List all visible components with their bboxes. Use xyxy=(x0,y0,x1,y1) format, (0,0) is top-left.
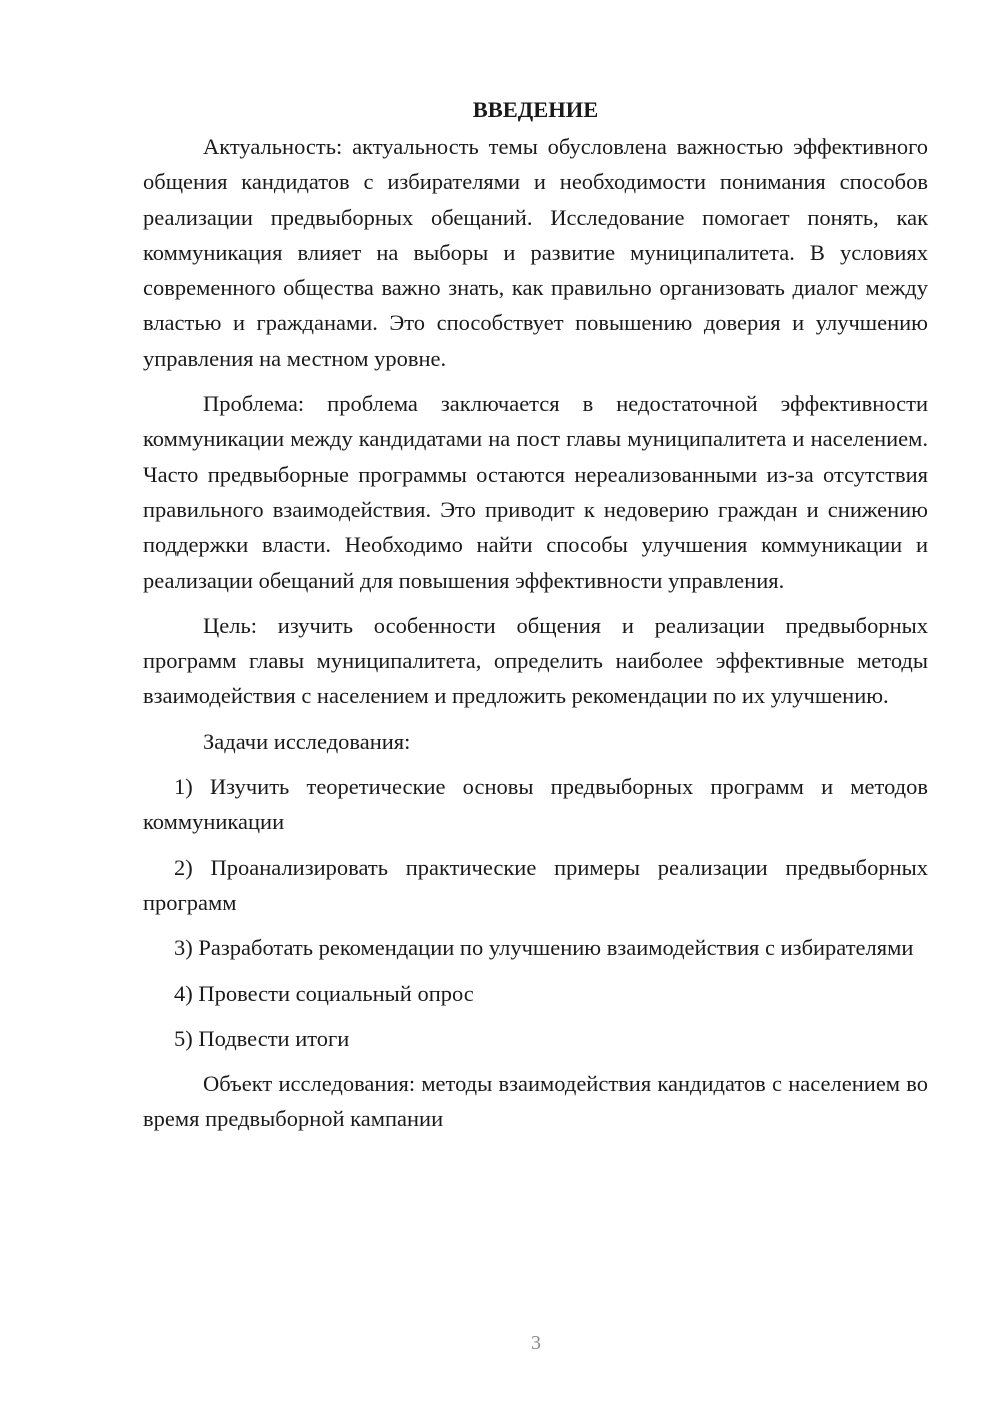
document-body xyxy=(143,92,928,1147)
paragraph-object: Объект исследования: методы взаимодействия кандидатов с населением во время предвыборной кампании xyxy=(143,1071,928,1132)
paragraph-relevance: Актуальность: актуальность темы обусловлена важностью эффективного общения кандидатов с избирателями и необходимости понимания способов реализации предвыборных обещаний. Исследование помогает понять, как коммуникация влияет на выборы и развитие муниципалитета. В условиях современного общества важно знать, как правильно организовать диалог между властью и гражданами. Это способствует повышению доверия и улучшению управления на местном уровне. xyxy=(143,134,928,371)
paragraph-problem: Проблема: проблема заключается в недостаточной эффективности коммуникации между кандидатами на пост главы муниципалитета и населением. Часто предвыборные программы остаются нереализованными из-за отсутствия правильного взаимодействия. Это приводит к недоверию граждан и снижению поддержки власти. Необходимо найти способы улучшения коммуникации и реализации обещаний для повышения эффективности управления. xyxy=(143,391,928,593)
task-item: 4) Провести социальный опрос xyxy=(174,980,474,1006)
page-number: 3 xyxy=(531,1332,541,1354)
task-item: 2) Проанализировать практические примеры реализации предвыборных программ xyxy=(143,854,928,915)
paragraph-goal: Цель: изучить особенности общения и реализации предвыборных программ главы муниципалитета, определить наиболее эффективные методы взаимодействия с населением и предложить рекомендации по их улучшению. xyxy=(143,612,928,709)
tasks-heading: Задачи исследования: xyxy=(203,728,411,754)
section-title: ВВЕДЕНИЕ xyxy=(472,97,599,122)
task-item: 1) Изучить теоретические основы предвыборных программ и методов коммуникации xyxy=(143,774,928,835)
task-item: 5) Подвести итоги xyxy=(174,1025,350,1051)
task-item: 3) Разработать рекомендации по улучшению взаимодействия с избирателями xyxy=(174,935,914,961)
